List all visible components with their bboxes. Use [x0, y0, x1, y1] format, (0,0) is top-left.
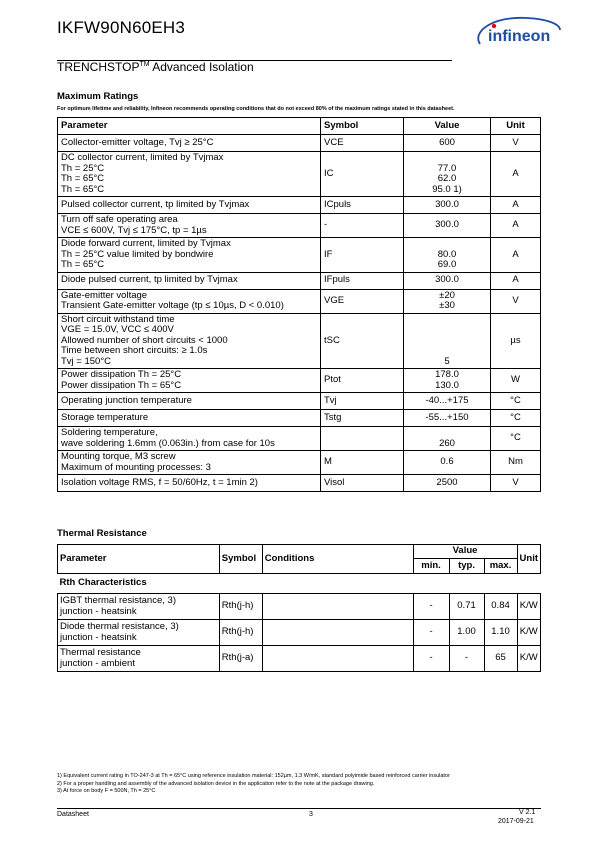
value-line: 5: [444, 355, 450, 367]
param-line: Pulsed collector current, tp limited by Tvjmax: [61, 198, 250, 210]
value-line: 77.0: [437, 162, 457, 174]
row-parameter: [58, 410, 321, 427]
param-line: Mounting torque, M3 screw: [61, 451, 176, 462]
footer-rule: [57, 808, 541, 809]
value-line: [407, 346, 487, 357]
table-row: [58, 152, 541, 197]
value-line: [407, 239, 487, 250]
param-line: wave soldering 1.6mm (0.063in.) from case for 10s: [61, 437, 275, 449]
table-row: [58, 393, 541, 410]
table-row: [58, 135, 541, 152]
row-value: [404, 214, 491, 238]
table-row: [58, 410, 541, 427]
thermal-title: Thermal Resistance: [57, 528, 147, 539]
param-line: junction - heatsink: [60, 605, 137, 617]
footnotes: [57, 773, 537, 796]
footnote-2: 2) For a proper handling and assembly of the advanced isolation device in the application refer to the note at the package drawing.: [57, 780, 375, 787]
col-max: max.: [484, 559, 517, 574]
row-unit: K/W: [517, 620, 540, 646]
row-parameter: [58, 289, 321, 313]
row-symbol: Tstg: [321, 410, 404, 427]
row-parameter: [58, 238, 321, 273]
row-value: [404, 289, 491, 313]
row-parameter: [58, 272, 321, 289]
param-line: Th = 65°C: [61, 183, 105, 195]
value-line: 62.0: [437, 173, 457, 184]
param-line: IGBT thermal resistance, 3): [60, 595, 176, 606]
row-symbol: IFpuls: [321, 272, 404, 289]
param-line: Diode forward current, limited by Tvjmax: [61, 238, 231, 249]
row-unit: °C: [491, 410, 541, 427]
param-line: Maximum of mounting processes: 3: [61, 461, 211, 473]
value-line: 2500: [436, 476, 458, 488]
row-symbol: M: [321, 451, 404, 475]
value-line: 95.0 1): [432, 183, 462, 195]
page-number: 3: [309, 811, 313, 818]
footnote-3: 3) At force on body F = 500N, Th = 25°C: [57, 788, 156, 794]
param-line: Power dissipation Th = 65°C: [61, 379, 182, 391]
col-symbol: Symbol: [219, 545, 262, 574]
col-parameter: Parameter: [58, 545, 220, 574]
param-line: Gate-emitter voltage: [61, 289, 148, 301]
row-parameter: [58, 646, 220, 672]
row-max: 65: [484, 646, 517, 672]
table-row: [58, 620, 541, 646]
row-parameter: [58, 135, 321, 152]
row-parameter: [58, 620, 220, 646]
subtitle: TRENCHSTOP™ Advanced Isolation: [57, 60, 254, 74]
table-row: [58, 289, 541, 313]
row-value: [404, 427, 491, 451]
value-line: 80.0: [437, 248, 457, 260]
footnote-1: 1) Equivalent current rating in TO-247-3 at Th = 65°C using reference insulation material: 152µm, 1.3 W/mK, standard polyimide based reinforced carrier insulator: [57, 773, 450, 779]
table-header-row: [58, 118, 541, 135]
param-line: Th = 65°C: [61, 173, 105, 184]
col-unit: Unit: [491, 118, 541, 135]
table-row: [58, 594, 541, 620]
row-symbol: IC: [321, 152, 404, 197]
col-value: Value: [404, 118, 491, 135]
row-value: [404, 238, 491, 273]
table-row: [58, 272, 541, 289]
param-line: Transient Gate-emitter voltage (tp ≤ 10µs, D < 0.010): [61, 300, 284, 311]
row-symbol: tSC: [321, 313, 404, 369]
row-unit: °C: [491, 427, 541, 451]
row-symbol: Ptot: [321, 369, 404, 393]
row-unit: A: [491, 197, 541, 214]
row-symbol: Visol: [321, 475, 404, 492]
table-row: [58, 646, 541, 672]
max-ratings-note: For optimum lifetime and reliability, Infineon recommends operating conditions that do not exceed 80% of the maximum ratings stated in this datasheet.: [57, 106, 455, 112]
param-line: junction - heatsink: [60, 631, 137, 643]
col-conditions: Conditions: [262, 545, 413, 574]
row-parameter: [58, 214, 321, 238]
value-line: 130.0: [435, 379, 459, 391]
col-symbol: Symbol: [321, 118, 404, 135]
param-line: Th = 65°C: [61, 259, 105, 270]
row-unit: µs: [491, 313, 541, 369]
row-typ: -: [449, 646, 484, 672]
param-line: Th = 25°C: [61, 162, 105, 174]
param-line: Storage temperature: [61, 411, 149, 423]
row-min: -: [413, 594, 449, 620]
row-min: -: [413, 620, 449, 646]
param-line: Soldering temperature,: [61, 427, 158, 438]
param-line: junction - ambient: [60, 657, 135, 669]
row-conditions: [262, 620, 413, 646]
table-row: [58, 197, 541, 214]
row-unit: V: [491, 289, 541, 313]
param-line: Turn off safe operating area: [61, 214, 178, 225]
row-symbol: Tvj: [321, 393, 404, 410]
row-unit: W: [491, 369, 541, 393]
row-value: [404, 369, 491, 393]
row-symbol: Rth(j-a): [219, 646, 262, 672]
col-typ: typ.: [449, 559, 484, 574]
row-max: 0.84: [484, 594, 517, 620]
row-symbol: VGE: [321, 289, 404, 313]
group-label: Rth Characteristics: [58, 574, 541, 594]
row-parameter: [58, 451, 321, 475]
row-unit: A: [491, 238, 541, 273]
row-value: [404, 393, 491, 410]
row-unit: V: [491, 135, 541, 152]
value-line: 0.6: [440, 456, 454, 468]
thermal-table: [57, 544, 541, 672]
table-row: [58, 451, 541, 475]
row-parameter: [58, 393, 321, 410]
row-value: [404, 197, 491, 214]
row-typ: 1.00: [449, 620, 484, 646]
value-line: 600: [439, 136, 455, 148]
row-value: [404, 272, 491, 289]
infineon-logo: [472, 14, 562, 54]
max-ratings-title: Maximum Ratings: [57, 91, 139, 102]
doc-version: V 2.1: [519, 809, 536, 816]
value-line: 178.0: [435, 369, 459, 380]
col-value: Value: [413, 545, 517, 559]
row-typ: 0.71: [449, 594, 484, 620]
row-value: [404, 152, 491, 197]
col-parameter: Parameter: [58, 118, 321, 135]
col-unit: Unit: [517, 545, 540, 574]
row-parameter: [58, 369, 321, 393]
row-value: [404, 475, 491, 492]
value-line: -40...+175: [425, 394, 469, 406]
row-unit: A: [491, 214, 541, 238]
table-row: [58, 238, 541, 273]
param-line: DC collector current, limited by Tvjmax: [61, 152, 224, 163]
row-value: [404, 410, 491, 427]
row-min: -: [413, 646, 449, 672]
row-unit: K/W: [517, 594, 540, 620]
row-symbol: -: [321, 214, 404, 238]
row-parameter: [58, 594, 220, 620]
row-parameter: [58, 197, 321, 214]
value-line: ±20: [439, 289, 455, 301]
param-line: Allowed number of short circuits < 1000: [61, 334, 228, 346]
logo-text: infineon: [488, 28, 551, 45]
param-line: Collector-emitter voltage, Tvj ≥ 25°C: [61, 136, 214, 148]
doc-date: 2017-09-21: [498, 818, 534, 825]
table-row: [58, 214, 541, 238]
param-line: Diode thermal resistance, 3): [60, 621, 179, 632]
param-line: VGE = 15.0V, VCC ≤ 400V: [61, 324, 174, 335]
part-number: IKFW90N60EH3: [57, 18, 186, 37]
row-parameter: [58, 475, 321, 492]
value-line: [407, 315, 487, 326]
param-line: Time between short circuits: ≥ 1.0s: [61, 345, 208, 356]
value-line: 69.0: [437, 259, 457, 270]
value-line: -55...+150: [425, 411, 469, 423]
value-line: 300.0: [435, 274, 459, 286]
param-line: Th = 25°C value limited by bondwire: [61, 248, 214, 260]
table-row: [58, 313, 541, 369]
row-symbol: IF: [321, 238, 404, 273]
row-max: 1.10: [484, 620, 517, 646]
row-symbol: ICpuls: [321, 197, 404, 214]
group-row: [58, 574, 541, 594]
param-line: Tvj = 150°C: [61, 355, 112, 367]
row-symbol: Rth(j-h): [219, 620, 262, 646]
row-unit: A: [491, 152, 541, 197]
table-row: [58, 475, 541, 492]
param-line: Power dissipation Th = 25°C: [61, 369, 182, 380]
row-parameter: [58, 313, 321, 369]
table-row: [58, 369, 541, 393]
row-symbol: Rth(j-h): [219, 594, 262, 620]
table-header-row: [58, 545, 541, 559]
row-symbol: [321, 427, 404, 451]
param-line: Diode pulsed current, tp limited by Tvjmax: [61, 274, 238, 286]
row-parameter: [58, 427, 321, 451]
row-conditions: [262, 646, 413, 672]
param-line: VCE ≤ 600V, Tvj ≤ 175°C, tp = 1µs: [61, 224, 207, 236]
table-row: [58, 427, 541, 451]
value-line: ±30: [439, 300, 455, 311]
row-unit: A: [491, 272, 541, 289]
footer-doc-type: Datasheet: [57, 811, 89, 818]
row-parameter: [58, 152, 321, 197]
row-unit: °C: [491, 393, 541, 410]
value-line: 260: [439, 437, 455, 449]
param-line: Thermal resistance: [60, 647, 141, 658]
value-line: [407, 325, 487, 336]
row-value: [404, 135, 491, 152]
row-value: [404, 451, 491, 475]
max-ratings-table: [57, 117, 541, 492]
param-line: Operating junction temperature: [61, 394, 192, 406]
value-line: [407, 428, 487, 439]
row-unit: V: [491, 475, 541, 492]
row-conditions: [262, 594, 413, 620]
value-line: [407, 336, 487, 347]
value-line: 300.0: [435, 198, 459, 210]
row-value: [404, 313, 491, 369]
row-symbol: VCE: [321, 135, 404, 152]
param-line: Isolation voltage RMS, f = 50/60Hz, t = 1min 2): [61, 476, 258, 488]
value-line: 300.0: [435, 219, 459, 231]
value-line: [407, 153, 487, 164]
row-unit: Nm: [491, 451, 541, 475]
col-min: min.: [413, 559, 449, 574]
row-unit: K/W: [517, 646, 540, 672]
param-line: Short circuit withstand time: [61, 313, 175, 325]
